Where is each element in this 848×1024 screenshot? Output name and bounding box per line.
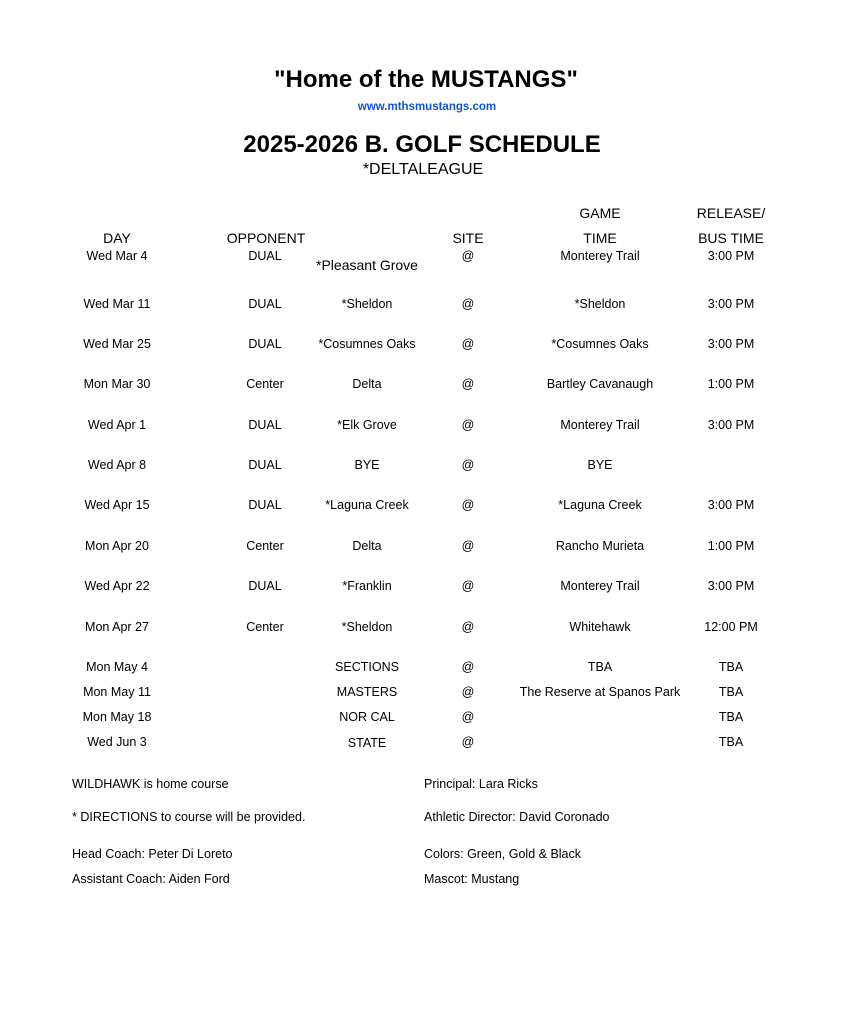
row-opponent: *Sheldon xyxy=(341,297,393,311)
website-link[interactable]: www.mthsmustangs.com xyxy=(357,101,497,113)
header-bus-time: BUS TIME xyxy=(698,230,764,246)
row-day: Wed Mar 25 xyxy=(83,337,151,351)
row-time: 3:00 PM xyxy=(707,418,755,432)
row-day: Wed Apr 1 xyxy=(87,418,147,432)
row-opponent: *Pleasant Grove xyxy=(316,257,418,273)
row-day: Mon May 11 xyxy=(83,685,151,699)
row-location: Bartley Cavanaugh xyxy=(546,377,654,391)
row-site: @ xyxy=(461,660,475,674)
row-location: *Sheldon xyxy=(574,297,626,311)
footer-mascot: Mascot: Mustang xyxy=(424,872,520,886)
row-type: DUAL xyxy=(248,498,282,512)
row-site: @ xyxy=(461,377,475,391)
footer-head-coach: Head Coach: Peter Di Loreto xyxy=(72,847,233,861)
row-time: TBA xyxy=(718,685,744,699)
row-location: TBA xyxy=(587,660,613,674)
header-site: SITE xyxy=(452,230,484,246)
row-site: @ xyxy=(461,458,475,472)
league-name: *DELTALEAGUE xyxy=(362,161,484,178)
header-release: RELEASE/ xyxy=(696,205,766,221)
row-location: *Cosumnes Oaks xyxy=(551,337,649,351)
row-site: @ xyxy=(461,418,475,432)
row-type: DUAL xyxy=(248,458,282,472)
row-type: Center xyxy=(246,620,284,634)
row-site: @ xyxy=(461,249,475,263)
header-day: DAY xyxy=(103,230,131,246)
row-day: Wed Apr 22 xyxy=(84,579,150,593)
row-site: @ xyxy=(461,620,475,634)
footer-assistant-coach: Assistant Coach: Aiden Ford xyxy=(72,872,230,886)
row-day: Mon May 4 xyxy=(86,660,148,674)
row-opponent: *Sheldon xyxy=(341,620,393,634)
row-type: Center xyxy=(246,539,284,553)
row-opponent: Delta xyxy=(352,539,382,553)
row-day: Mon May 18 xyxy=(82,710,152,724)
row-time: 3:00 PM xyxy=(707,337,755,351)
row-opponent: *Elk Grove xyxy=(337,418,397,432)
row-opponent: BYE xyxy=(354,458,380,472)
row-opponent: MASTERS xyxy=(336,685,398,699)
row-type: DUAL xyxy=(248,297,282,311)
row-time: 1:00 PM xyxy=(707,377,755,391)
row-site: @ xyxy=(461,297,475,311)
row-site: @ xyxy=(461,498,475,512)
footer-principal: Principal: Lara Ricks xyxy=(424,777,538,791)
row-opponent: *Laguna Creek xyxy=(325,498,409,512)
row-time: 3:00 PM xyxy=(707,249,755,263)
row-opponent: *Cosumnes Oaks xyxy=(318,337,416,351)
row-type: DUAL xyxy=(248,249,282,263)
row-day: Wed Mar 4 xyxy=(86,249,148,263)
header-game: GAME xyxy=(579,205,621,221)
row-time: 3:00 PM xyxy=(707,498,755,512)
footer-directions: * DIRECTIONS to course will be provided. xyxy=(72,810,306,824)
row-location: *Laguna Creek xyxy=(558,498,642,512)
row-type: DUAL xyxy=(248,337,282,351)
footer-athletic-director: Athletic Director: David Coronado xyxy=(424,810,610,824)
page-title: "Home of the MUSTANGS" xyxy=(274,66,578,93)
footer-colors: Colors: Green, Gold & Black xyxy=(424,847,582,861)
row-day: Mon Apr 27 xyxy=(85,620,149,634)
row-location: Rancho Murieta xyxy=(555,539,645,553)
row-opponent: *Franklin xyxy=(342,579,392,593)
row-day: Wed Mar 11 xyxy=(83,297,151,311)
row-location: Monterey Trail xyxy=(560,418,640,432)
row-type: DUAL xyxy=(248,418,282,432)
row-location: The Reserve at Spanos Park xyxy=(519,685,681,699)
row-time: 12:00 PM xyxy=(704,620,758,634)
row-day: Mon Mar 30 xyxy=(83,377,151,391)
row-type: DUAL xyxy=(248,579,282,593)
schedule-title: 2025-2026 B. GOLF SCHEDULE xyxy=(243,131,601,158)
row-opponent: Delta xyxy=(352,377,382,391)
row-opponent: NOR CAL xyxy=(339,710,395,724)
row-day: Wed Apr 15 xyxy=(84,498,150,512)
row-site: @ xyxy=(461,579,475,593)
row-time: 3:00 PM xyxy=(707,579,755,593)
row-site: @ xyxy=(461,539,475,553)
row-day: Mon Apr 20 xyxy=(85,539,149,553)
row-time: 1:00 PM xyxy=(707,539,755,553)
row-day: Wed Apr 8 xyxy=(87,458,147,472)
row-site: @ xyxy=(461,735,475,749)
row-day: Wed Jun 3 xyxy=(87,735,147,749)
row-time: TBA xyxy=(718,735,744,749)
row-site: @ xyxy=(461,710,475,724)
row-location: BYE xyxy=(587,458,613,472)
header-time: TIME xyxy=(583,230,617,246)
row-time: TBA xyxy=(718,660,744,674)
header-opponent: OPPONENT xyxy=(226,230,306,246)
row-site: @ xyxy=(461,337,475,351)
row-time: 3:00 PM xyxy=(707,297,755,311)
row-opponent: STATE xyxy=(347,736,387,750)
row-location: Whitehawk xyxy=(569,620,631,634)
row-location: Monterey Trail xyxy=(560,579,640,593)
row-time: TBA xyxy=(718,710,744,724)
row-location: Monterey Trail xyxy=(560,249,640,263)
row-opponent: SECTIONS xyxy=(335,660,399,674)
row-type: Center xyxy=(246,377,284,391)
footer-home-course: WILDHAWK is home course xyxy=(72,777,229,791)
row-site: @ xyxy=(461,685,475,699)
